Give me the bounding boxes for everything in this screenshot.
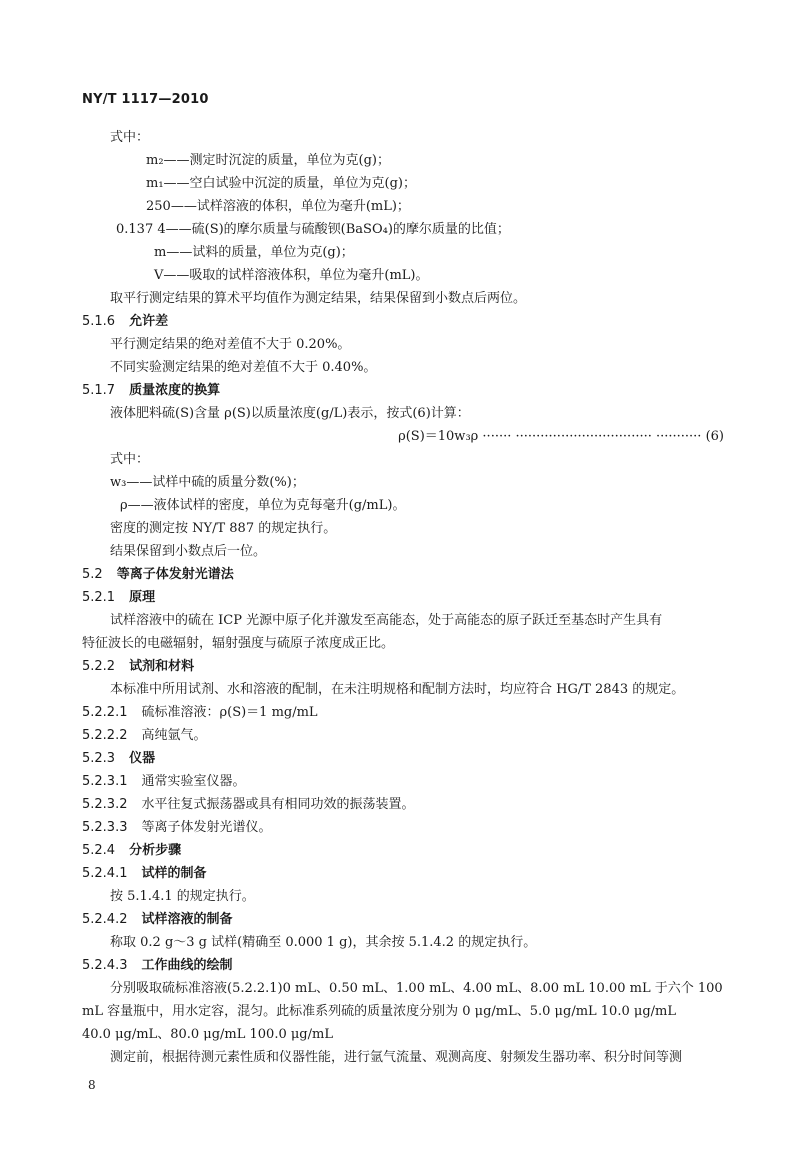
section-number: 5.1.6 [82,314,116,329]
text-line: 本标准中所用试剂、水和溶液的配制，在未注明规格和配制方法时，均应符合 HG/T 2843 的规定。 [110,682,685,697]
section-title: 等离子体发射光谱仪。 [141,820,272,835]
section-number: 5.2.3.2 [82,797,128,812]
text-line: 平行测定结果的绝对差值不大于 0.20%。 [110,337,351,352]
section-heading [82,843,181,859]
section-title: 等离子体发射光谱法 [116,567,234,582]
text-line: 式中： [110,452,150,467]
section-number: 5.2.4.2 [82,912,128,927]
section-title: 高纯氩气。 [141,728,207,743]
text-line: 不同实验测定结果的绝对差值不大于 0.40%。 [110,360,377,375]
section-number: 5.2.1 [82,590,116,605]
section-heading [82,590,155,606]
section-title: 质量浓度的换算 [129,383,221,398]
section-number: 5.2.3.3 [82,820,128,835]
section-heading [82,751,155,767]
subsection-line [82,728,207,744]
section-number: 5.1.7 [82,383,116,398]
text-line: 40.0 μg/mL、80.0 μg/mL 100.0 μg/mL [82,1027,333,1042]
text-line: 特征波长的电磁辐射，辐射强度与硫原子浓度成正比。 [82,636,395,651]
subsection-line [82,820,272,836]
text-line: 试样溶液中的硫在 ICP 光源中原子化并激发至高能态，处于高能态的原子跃迁至基态时产生具有 [110,613,663,628]
section-title: 硫标准溶液：ρ(S)＝1 mg/mL [141,705,318,720]
text-line: 测定前，根据待测元素性质和仪器性能，进行氩气流量、观测高度、射频发生器功率、积分时间等测 [110,1050,683,1065]
text-line: 取平行测定结果的算术平均值作为测定结果，结果保留到小数点后两位。 [110,291,527,306]
section-title: 仪器 [129,751,156,766]
section-heading [82,567,234,583]
section-title: 原理 [129,590,156,605]
section-heading [82,659,194,675]
formula-6: ρ(S)＝10w₃ρ ······· ································· ··········· (6) [398,429,724,444]
text-line: 液体肥料硫(S)含量 ρ(S)以质量浓度(g/L)表示，按式(6)计算： [110,406,470,421]
section-number: 5.2.4.3 [82,958,128,973]
section-heading [82,912,233,928]
section-title: 允许差 [129,314,169,329]
section-heading [82,314,168,330]
section-title: 试剂和材料 [129,659,195,674]
variable-definition: ρ——液体试样的密度，单位为克每毫升(g/mL)。 [120,498,406,513]
section-number: 5.2.2.1 [82,705,128,720]
section-number: 5.2.3.1 [82,774,128,789]
variable-definition: m₂——测定时沉淀的质量，单位为克(g)； [146,153,391,168]
variable-definition: 250——试样溶液的体积，单位为毫升(mL)； [146,199,410,214]
section-title: 通常实验室仪器。 [141,774,246,789]
text-line: 称取 0.2 g～3 g 试样(精确至 0.000 1 g)，其余按 5.1.4.2 的规定执行。 [110,935,537,950]
section-title: 试样的制备 [141,866,207,881]
subsection-line [82,774,246,790]
section-title: 工作曲线的绘制 [141,958,233,973]
section-heading [82,958,233,974]
section-number: 5.2.3 [82,751,116,766]
section-title: 分析步骤 [129,843,182,858]
text-line: 按 5.1.4.1 的规定执行。 [110,889,255,904]
section-heading [82,383,220,399]
text-line: 式中： [110,130,150,145]
variable-definition: w₃——试样中硫的质量分数(%)； [110,475,305,490]
variable-definition: m₁——空白试验中沉淀的质量，单位为克(g)； [146,176,417,191]
variable-definition: m——试料的质量，单位为克(g)； [154,245,354,260]
subsection-line [82,797,415,813]
text-line: 密度的测定按 NY/T 887 的规定执行。 [110,521,337,536]
section-heading [82,866,207,882]
section-number: 5.2.4.1 [82,866,128,881]
section-title: 水平往复式振荡器或具有相同功效的振荡装置。 [141,797,415,812]
section-number: 5.2.2.2 [82,728,128,743]
section-title: 试样溶液的制备 [141,912,233,927]
section-number: 5.2.2 [82,659,116,674]
text-line: 分别吸取硫标准溶液(5.2.2.1)0 mL、0.50 mL、1.00 mL、4.00 mL、8.00 mL 10.00 mL 于六个 100 [110,981,723,996]
text-line: 结果保留到小数点后一位。 [110,544,267,559]
page-number: 8 [88,1078,96,1092]
document-id: NY/T 1117—2010 [82,92,209,107]
section-number: 5.2 [82,567,103,582]
text-line: mL 容量瓶中，用水定容，混匀。此标准系列硫的质量浓度分别为 0 μg/mL、5.0 μg/mL 10.0 μg/mL [82,1004,676,1019]
variable-definition: V——吸取的试样溶液体积，单位为毫升(mL)。 [154,268,429,283]
section-number: 5.2.4 [82,843,116,858]
subsection-line [82,705,318,721]
variable-definition: 0.137 4——硫(S)的摩尔质量与硫酸钡(BaSO₄)的摩尔质量的比值； [116,222,510,237]
